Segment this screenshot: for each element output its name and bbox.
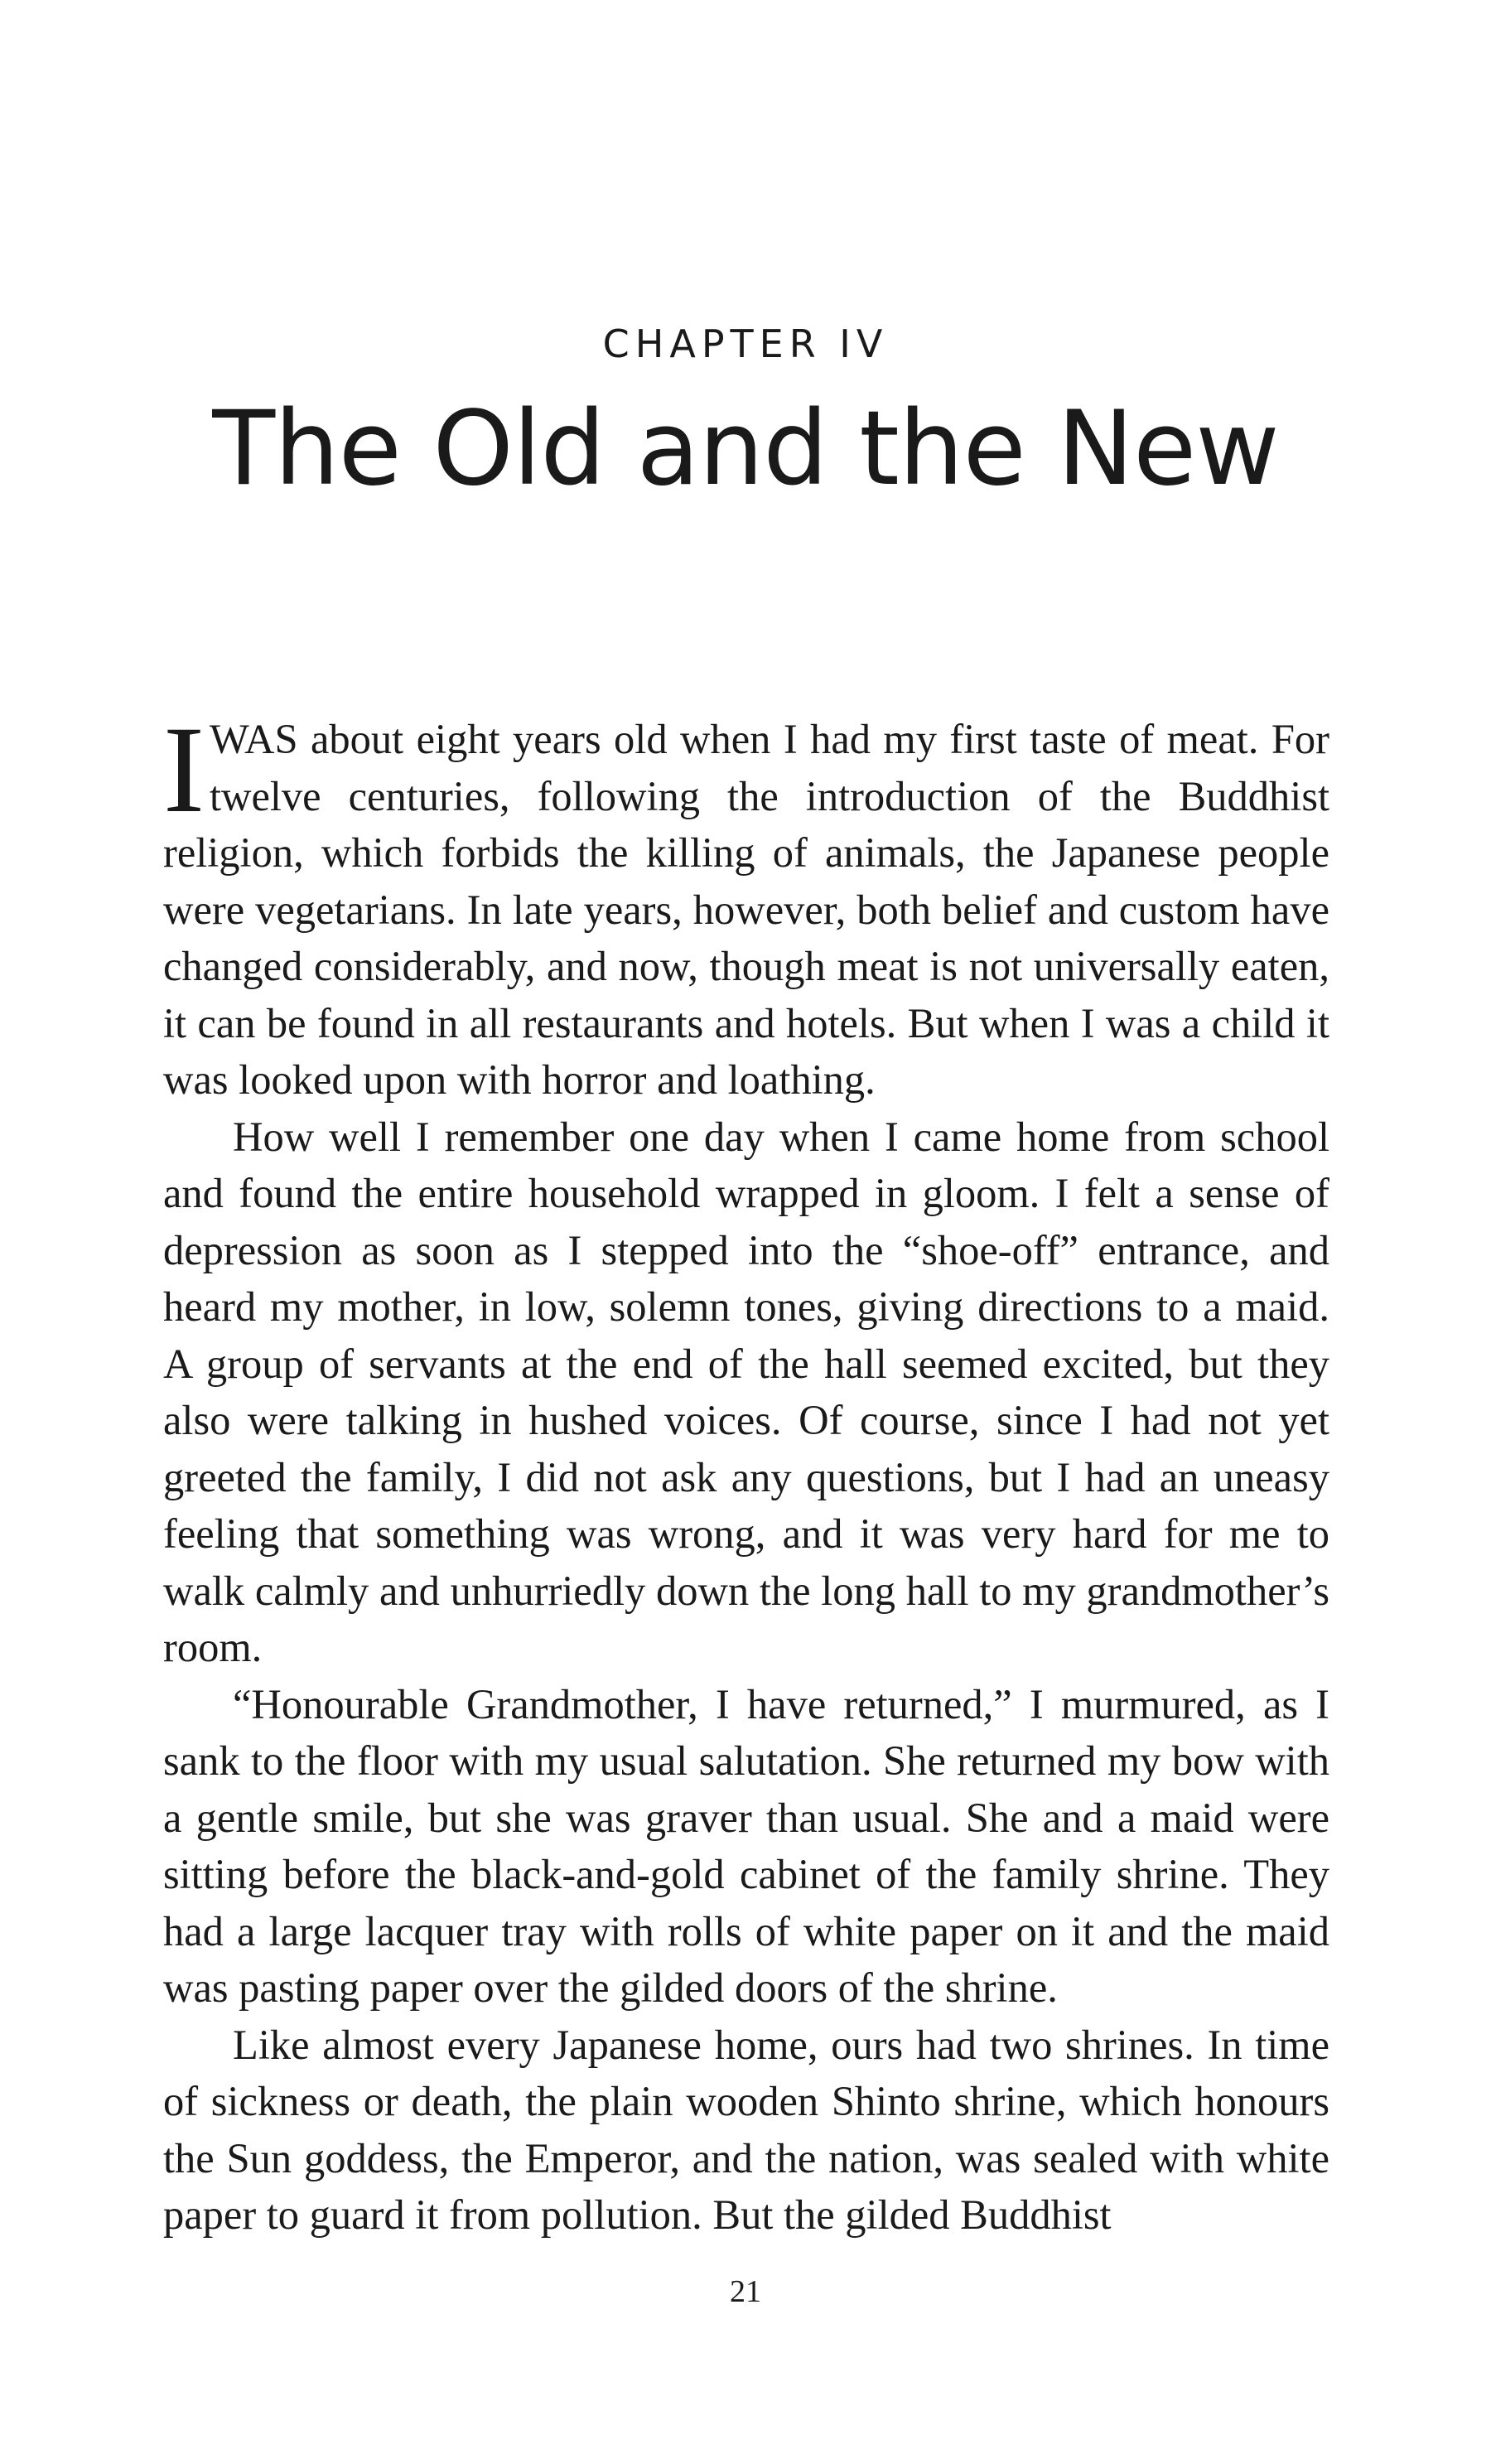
drop-cap: I: [163, 701, 205, 838]
body-text: [163, 701, 1329, 2244]
chapter-title: The Old and the New: [212, 389, 1279, 509]
chapter-label: CHAPTER IV: [602, 321, 889, 366]
paragraph-1-text: WAS about eight years old when I had my first taste of meat. For twelve centuries, following the introduction of the Buddhist religion, which forbids the killing of animals, the Japanese people were vegetarians. In late years, however, both belief and custom have changed considerably, and now, though meat is not universally eaten, it can be found in all restaurants and hotels. But when I was a child it was looked upon with horror and loathing.: [163, 716, 1329, 1103]
paragraph-4: Like almost every Japanese home, ours had two shrines. In time of sickness or death, the plain wooden Shinto shrine, which honours the Sun goddess, the Emperor, and the nation, was sealed with white paper to guard it from pollution. But the gilded Buddhist: [163, 2021, 1329, 2238]
paragraph-3: “Honourable Grandmother, I have returned,” I murmured, as I sank to the floor with my usual salutation. She returned my bow with a gentle smile, but she was graver than usual. She and a maid were sitting before the black-and-gold cabinet of the family shrine. They had a large lacquer tray with rolls of white paper on it and the maid was pasting paper over the gilded doors of the shrine.: [163, 1680, 1329, 2011]
paragraph-1: [163, 701, 1329, 1109]
page-number: 21: [730, 2274, 761, 2309]
paragraph-2: How well I remember one day when I came home from school and found the entire household wrapped in gloom. I felt a sense of depression as soon as I stepped into the “shoe-off” entrance, and heard my mother, in low, solemn tones, giving directions to a maid. A group of servants at the end of the hall seemed excited, but they also were talking in hushed voices. Of course, since I had not yet greeted the family, I did not ask any questions, but I had an uneasy feeling that something was wrong, and it was very hard for me to walk calmly and unhurriedly down the long hall to my grandmother’s room.: [163, 1113, 1329, 1670]
